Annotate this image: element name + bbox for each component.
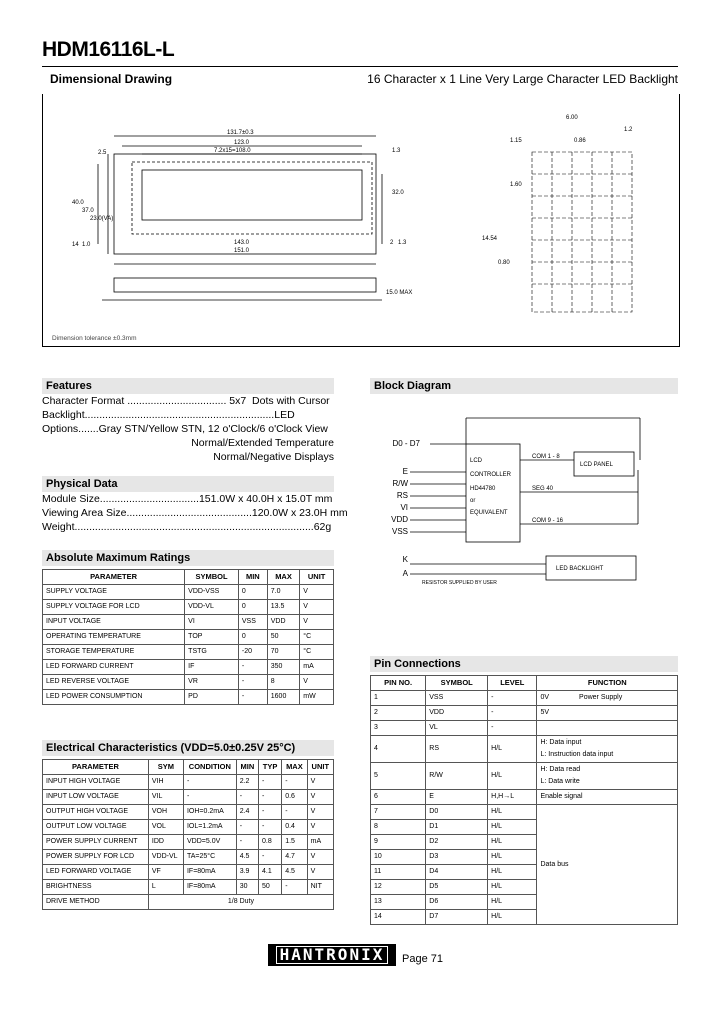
dim-label: 14 bbox=[72, 242, 79, 248]
char-dim-label: 6.00 bbox=[566, 115, 578, 121]
table-cell: OPERATING TEMPERATURE bbox=[43, 630, 185, 645]
col-header: MAX bbox=[267, 570, 300, 585]
char-dim-label: 0.80 bbox=[498, 260, 510, 266]
electrical-section bbox=[42, 740, 334, 910]
table-cell: 4 bbox=[371, 736, 426, 763]
controller-label: LCD bbox=[470, 458, 483, 464]
col-header: UNIT bbox=[307, 760, 333, 775]
table-cell: 0.8 bbox=[259, 835, 282, 850]
table-row bbox=[43, 775, 334, 790]
char-dim-label: 0.86 bbox=[574, 138, 586, 144]
table-cell: H/L bbox=[488, 880, 537, 895]
table-row bbox=[371, 736, 678, 763]
table-cell: VF bbox=[148, 865, 183, 880]
col-header: FUNCTION bbox=[537, 676, 678, 691]
table-cell: - bbox=[236, 790, 258, 805]
table-cell: POWER SUPPLY FOR LCD bbox=[43, 850, 149, 865]
table-cell: 2.2 bbox=[236, 775, 258, 790]
signal-label: K bbox=[402, 555, 408, 564]
table-cell: 1.5 bbox=[282, 835, 307, 850]
col-header: PIN NO. bbox=[371, 676, 426, 691]
table-cell: STORAGE TEMPERATURE bbox=[43, 645, 185, 660]
function-cell bbox=[537, 763, 678, 790]
dim-label: 37.0 bbox=[82, 208, 94, 214]
function-text: H: Data read bbox=[540, 766, 581, 773]
abs-max-table bbox=[42, 569, 334, 705]
table-cell: VI bbox=[185, 615, 239, 630]
table-cell: 7.0 bbox=[267, 585, 300, 600]
features-heading: Features bbox=[42, 378, 334, 394]
dim-label: 123.0 bbox=[234, 140, 250, 146]
hantronix-logo: HANTRONIX bbox=[268, 944, 396, 966]
physical-line: Module Size..................................151.0W x 40.0H x 15.0T mm bbox=[42, 493, 333, 505]
col-header: SYMBOL bbox=[185, 570, 239, 585]
feature-line: Normal/Extended Temperature bbox=[191, 437, 334, 449]
table-cell: LED REVERSE VOLTAGE bbox=[43, 675, 185, 690]
physical-heading: Physical Data bbox=[42, 476, 334, 492]
table-cell: 10 bbox=[371, 850, 426, 865]
dim-label: 151.0 bbox=[234, 248, 250, 254]
table-row bbox=[43, 675, 334, 690]
signal-label: E bbox=[402, 467, 408, 476]
physical-line: Viewing Area Size...........................................120.0W x 23.0H mm bbox=[42, 507, 348, 519]
table-row bbox=[43, 600, 334, 615]
table-cell: VIH bbox=[148, 775, 183, 790]
table-row bbox=[371, 721, 678, 736]
table-row bbox=[43, 820, 334, 835]
resistor-note: RESISTOR SUPPLIED BY USER bbox=[422, 580, 497, 586]
table-cell: H/L bbox=[488, 763, 537, 790]
table-cell: H/L bbox=[488, 820, 537, 835]
dim-label: 131.7±0.3 bbox=[227, 130, 254, 136]
table-cell: IDD bbox=[148, 835, 183, 850]
table-cell: 4.7 bbox=[282, 850, 307, 865]
abs-max-section bbox=[42, 550, 334, 705]
table-cell: V bbox=[307, 790, 333, 805]
electrical-table bbox=[42, 759, 334, 910]
table-cell: 0.4 bbox=[282, 820, 307, 835]
table-cell: RS bbox=[426, 736, 488, 763]
table-row bbox=[43, 660, 334, 675]
seg-label: SEG 40 bbox=[532, 486, 554, 492]
com1-label: COM 1 - 8 bbox=[532, 454, 560, 460]
feature-line: Options.......Gray STN/Yellow STN, 12 o'Clock/6 o'Clock View bbox=[42, 423, 328, 435]
table-cell: 1 bbox=[371, 691, 426, 706]
table-cell: V bbox=[300, 615, 334, 630]
table-cell: V bbox=[300, 675, 334, 690]
table-cell: mA bbox=[307, 835, 333, 850]
signal-label: VSS bbox=[391, 527, 408, 536]
table-cell: D1 bbox=[426, 820, 488, 835]
table-row bbox=[371, 763, 678, 790]
table-cell: D2 bbox=[426, 835, 488, 850]
signal-label: A bbox=[402, 569, 408, 578]
col-header: TYP bbox=[259, 760, 282, 775]
char-dim-label: 1.2 bbox=[624, 127, 633, 133]
controller-label: or bbox=[470, 498, 476, 504]
table-cell: VIL bbox=[148, 790, 183, 805]
table-cell: V bbox=[307, 850, 333, 865]
table-cell: D3 bbox=[426, 850, 488, 865]
table-cell: 50 bbox=[267, 630, 300, 645]
features-section bbox=[42, 378, 334, 464]
signal-label: VI bbox=[400, 503, 408, 512]
table-cell: - bbox=[238, 660, 267, 675]
table-cell: H/L bbox=[488, 835, 537, 850]
table-cell: H/L bbox=[488, 850, 537, 865]
table-cell: L bbox=[148, 880, 183, 895]
col-header: MAX bbox=[282, 760, 307, 775]
table-row bbox=[43, 850, 334, 865]
table-cell: - bbox=[488, 691, 537, 706]
table-cell: VDD-VL bbox=[185, 600, 239, 615]
drive-method-label: DRIVE METHOD bbox=[43, 895, 149, 910]
table-cell: °C bbox=[300, 645, 334, 660]
table-cell: H/L bbox=[488, 736, 537, 763]
table-cell: V bbox=[307, 820, 333, 835]
table-row bbox=[43, 880, 334, 895]
dim-label: 32.0 bbox=[392, 190, 404, 196]
table-row bbox=[43, 865, 334, 880]
table-cell: D0 bbox=[426, 805, 488, 820]
table-row bbox=[371, 691, 678, 706]
table-cell: - bbox=[259, 805, 282, 820]
table-cell: INPUT HIGH VOLTAGE bbox=[43, 775, 149, 790]
physical-section bbox=[42, 476, 348, 534]
table-cell: OUTPUT HIGH VOLTAGE bbox=[43, 805, 149, 820]
table-cell: 2.4 bbox=[236, 805, 258, 820]
table-cell: 70 bbox=[267, 645, 300, 660]
section-dimensional-drawing: Dimensional Drawing bbox=[50, 72, 173, 86]
table-cell: -20 bbox=[238, 645, 267, 660]
drive-method-value: 1/8 Duty bbox=[148, 895, 333, 910]
dim-label: 40.0 bbox=[72, 200, 84, 206]
table-cell: VDD bbox=[267, 615, 300, 630]
dim-label: 2.5 bbox=[98, 150, 107, 156]
pin-section bbox=[370, 656, 678, 925]
table-cell: NIT bbox=[307, 880, 333, 895]
feature-line: Character Format .................................. 5x7 Dots with Cursor bbox=[42, 395, 330, 407]
pin-table bbox=[370, 675, 678, 925]
dim-label: 2 bbox=[390, 240, 394, 246]
block-diagram bbox=[370, 400, 678, 600]
table-cell: IF=80mA bbox=[183, 865, 236, 880]
product-description: 16 Character x 1 Line Very Large Character LED Backlight bbox=[367, 72, 678, 86]
block-heading: Block Diagram bbox=[370, 378, 678, 394]
dim-label: 15.0 MAX bbox=[386, 290, 413, 296]
data-bus-cell: Data bus bbox=[537, 805, 678, 925]
table-cell: IOL=1.2mA bbox=[183, 820, 236, 835]
controller-label: HD44780 bbox=[470, 486, 496, 492]
physical-line: Weight..................................................................................62g bbox=[42, 521, 332, 533]
table-cell: VDD=5.0V bbox=[183, 835, 236, 850]
table-cell: D4 bbox=[426, 865, 488, 880]
page-number: Page 71 bbox=[402, 953, 443, 965]
table-cell: 13.5 bbox=[267, 600, 300, 615]
abs-max-heading: Absolute Maximum Ratings bbox=[42, 550, 334, 566]
table-cell: 50 bbox=[259, 880, 282, 895]
table-cell: 1600 bbox=[267, 690, 300, 705]
table-cell: VOL bbox=[148, 820, 183, 835]
table-cell: 350 bbox=[267, 660, 300, 675]
table-row bbox=[371, 805, 678, 820]
table-cell: 4.5 bbox=[236, 850, 258, 865]
table-cell: VDD-VSS bbox=[185, 585, 239, 600]
table-cell: 4.1 bbox=[259, 865, 282, 880]
table-row bbox=[371, 790, 678, 805]
led-backlight-label: LED BACKLIGHT bbox=[556, 566, 604, 572]
dim-label: 143.0 bbox=[234, 240, 250, 246]
table-cell: mW bbox=[300, 690, 334, 705]
table-cell: 13 bbox=[371, 895, 426, 910]
table-cell: LED FORWARD CURRENT bbox=[43, 660, 185, 675]
table-cell: TA=25°C bbox=[183, 850, 236, 865]
table-cell: VSS bbox=[238, 615, 267, 630]
dim-label: 1.3 bbox=[398, 240, 407, 246]
table-row bbox=[43, 585, 334, 600]
com2-label: COM 9 - 16 bbox=[532, 518, 564, 524]
table-cell: °C bbox=[300, 630, 334, 645]
table-cell: - bbox=[259, 820, 282, 835]
tolerance-note: Dimension tolerance ±0.3mm bbox=[52, 335, 137, 342]
table-cell: POWER SUPPLY CURRENT bbox=[43, 835, 149, 850]
function-text: 0V bbox=[540, 694, 550, 701]
table-cell: 8 bbox=[371, 820, 426, 835]
feature-line: Backlight.................................................................LED bbox=[42, 409, 295, 421]
table-cell: V bbox=[300, 585, 334, 600]
table-cell: VL bbox=[426, 721, 488, 736]
table-cell: 0 bbox=[238, 585, 267, 600]
table-cell: 3 bbox=[371, 721, 426, 736]
function-cell bbox=[537, 736, 678, 763]
dimensional-drawing bbox=[42, 94, 678, 346]
feature-line: Normal/Negative Displays bbox=[213, 451, 334, 463]
table-cell: - bbox=[238, 690, 267, 705]
function-text: 5V bbox=[540, 709, 550, 716]
table-cell: - bbox=[488, 706, 537, 721]
signal-label: R/W bbox=[392, 479, 408, 488]
table-cell: VDD bbox=[426, 706, 488, 721]
table-cell: IOH=0.2mA bbox=[183, 805, 236, 820]
function-text: L: Instruction data input bbox=[540, 751, 614, 758]
table-cell: V bbox=[307, 865, 333, 880]
table-cell: - bbox=[238, 675, 267, 690]
function-text: H: Data input bbox=[540, 739, 582, 746]
table-cell: E bbox=[426, 790, 488, 805]
table-cell: - bbox=[282, 880, 307, 895]
dim-label: 7.2x15=108.0 bbox=[214, 148, 251, 154]
function-cell bbox=[537, 721, 678, 736]
table-cell: PD bbox=[185, 690, 239, 705]
table-cell: INPUT VOLTAGE bbox=[43, 615, 185, 630]
signal-label: D0 - D7 bbox=[392, 439, 420, 448]
function-cell bbox=[537, 790, 678, 805]
table-cell: mA bbox=[300, 660, 334, 675]
table-cell: VR bbox=[185, 675, 239, 690]
table-cell: OUTPUT LOW VOLTAGE bbox=[43, 820, 149, 835]
col-header: UNIT bbox=[300, 570, 334, 585]
table-cell: H/L bbox=[488, 805, 537, 820]
table-row bbox=[43, 805, 334, 820]
signal-label: RS bbox=[396, 491, 408, 500]
table-cell: TSTG bbox=[185, 645, 239, 660]
table-cell: 0 bbox=[238, 600, 267, 615]
function-text: L: Data write bbox=[540, 778, 580, 785]
dim-label: 23.0(VA) bbox=[90, 216, 114, 222]
table-cell: V bbox=[300, 600, 334, 615]
table-cell: - bbox=[259, 850, 282, 865]
table-cell: INPUT LOW VOLTAGE bbox=[43, 790, 149, 805]
dim-label: 1.0 bbox=[82, 242, 91, 248]
table-cell: - bbox=[183, 775, 236, 790]
char-dim-label: 1.15 bbox=[510, 138, 522, 144]
table-cell: H/L bbox=[488, 895, 537, 910]
table-cell: H,H→L bbox=[488, 790, 537, 805]
table-cell: V bbox=[307, 805, 333, 820]
char-dim-label: 1.60 bbox=[510, 182, 522, 188]
table-row bbox=[371, 706, 678, 721]
page-title: HDM16116L-L bbox=[42, 38, 175, 61]
table-cell: 4.5 bbox=[282, 865, 307, 880]
dim-label: 1.3 bbox=[392, 148, 401, 154]
table-cell: - bbox=[282, 805, 307, 820]
col-header: MIN bbox=[236, 760, 258, 775]
pin-heading: Pin Connections bbox=[370, 656, 678, 672]
table-cell: 14 bbox=[371, 910, 426, 925]
function-text: Enable signal bbox=[540, 793, 583, 800]
table-cell: 0.6 bbox=[282, 790, 307, 805]
table-cell: - bbox=[236, 820, 258, 835]
table-cell: R/W bbox=[426, 763, 488, 790]
table-row bbox=[43, 835, 334, 850]
table-cell: SUPPLY VOLTAGE bbox=[43, 585, 185, 600]
table-cell: - bbox=[183, 790, 236, 805]
table-cell: 3.9 bbox=[236, 865, 258, 880]
table-cell: - bbox=[282, 775, 307, 790]
table-cell: H/L bbox=[488, 865, 537, 880]
table-cell: VSS bbox=[426, 691, 488, 706]
table-cell: 9 bbox=[371, 835, 426, 850]
table-cell: D7 bbox=[426, 910, 488, 925]
col-header: SYM bbox=[148, 760, 183, 775]
controller-label: EQUIVALENT bbox=[470, 510, 508, 516]
header-rule bbox=[42, 66, 678, 67]
table-cell: 5 bbox=[371, 763, 426, 790]
col-header: PARAMETER bbox=[43, 760, 149, 775]
table-cell: 2 bbox=[371, 706, 426, 721]
table-cell: - bbox=[236, 835, 258, 850]
table-row bbox=[43, 630, 334, 645]
table-row bbox=[43, 790, 334, 805]
char-dim-label: 14.54 bbox=[482, 236, 498, 242]
table-cell: TOP bbox=[185, 630, 239, 645]
col-header: PARAMETER bbox=[43, 570, 185, 585]
signal-label: VDD bbox=[391, 515, 408, 524]
col-header: MIN bbox=[238, 570, 267, 585]
lcd-panel-label: LCD PANEL bbox=[580, 462, 613, 468]
table-cell: 12 bbox=[371, 880, 426, 895]
power-supply-label: Power Supply bbox=[579, 694, 623, 701]
electrical-heading: Electrical Characteristics (VDD=5.0±0.25V 25°C) bbox=[42, 740, 334, 756]
table-cell: IF bbox=[185, 660, 239, 675]
table-cell: H/L bbox=[488, 910, 537, 925]
table-cell: VDD-VL bbox=[148, 850, 183, 865]
col-header: LEVEL bbox=[488, 676, 537, 691]
table-cell: - bbox=[259, 775, 282, 790]
table-cell: LED FORWARD VOLTAGE bbox=[43, 865, 149, 880]
table-cell: SUPPLY VOLTAGE FOR LCD bbox=[43, 600, 185, 615]
function-cell bbox=[537, 706, 678, 721]
table-cell: 30 bbox=[236, 880, 258, 895]
table-cell: D5 bbox=[426, 880, 488, 895]
table-cell: D6 bbox=[426, 895, 488, 910]
table-row bbox=[43, 615, 334, 630]
table-row bbox=[43, 690, 334, 705]
table-row bbox=[43, 645, 334, 660]
table-cell: VOH bbox=[148, 805, 183, 820]
table-cell: LED POWER CONSUMPTION bbox=[43, 690, 185, 705]
table-cell: 8 bbox=[267, 675, 300, 690]
block-diagram-section bbox=[370, 378, 678, 394]
table-cell: V bbox=[307, 775, 333, 790]
table-cell: - bbox=[488, 721, 537, 736]
col-header: SYMBOL bbox=[426, 676, 488, 691]
table-cell: - bbox=[259, 790, 282, 805]
table-cell: 6 bbox=[371, 790, 426, 805]
table-cell: 11 bbox=[371, 865, 426, 880]
col-header: CONDITION bbox=[183, 760, 236, 775]
function-cell bbox=[537, 691, 678, 706]
table-cell: IF=80mA bbox=[183, 880, 236, 895]
table-cell: 0 bbox=[238, 630, 267, 645]
controller-label: CONTROLLER bbox=[470, 472, 512, 478]
table-cell: BRIGHTNESS bbox=[43, 880, 149, 895]
table-cell: 7 bbox=[371, 805, 426, 820]
